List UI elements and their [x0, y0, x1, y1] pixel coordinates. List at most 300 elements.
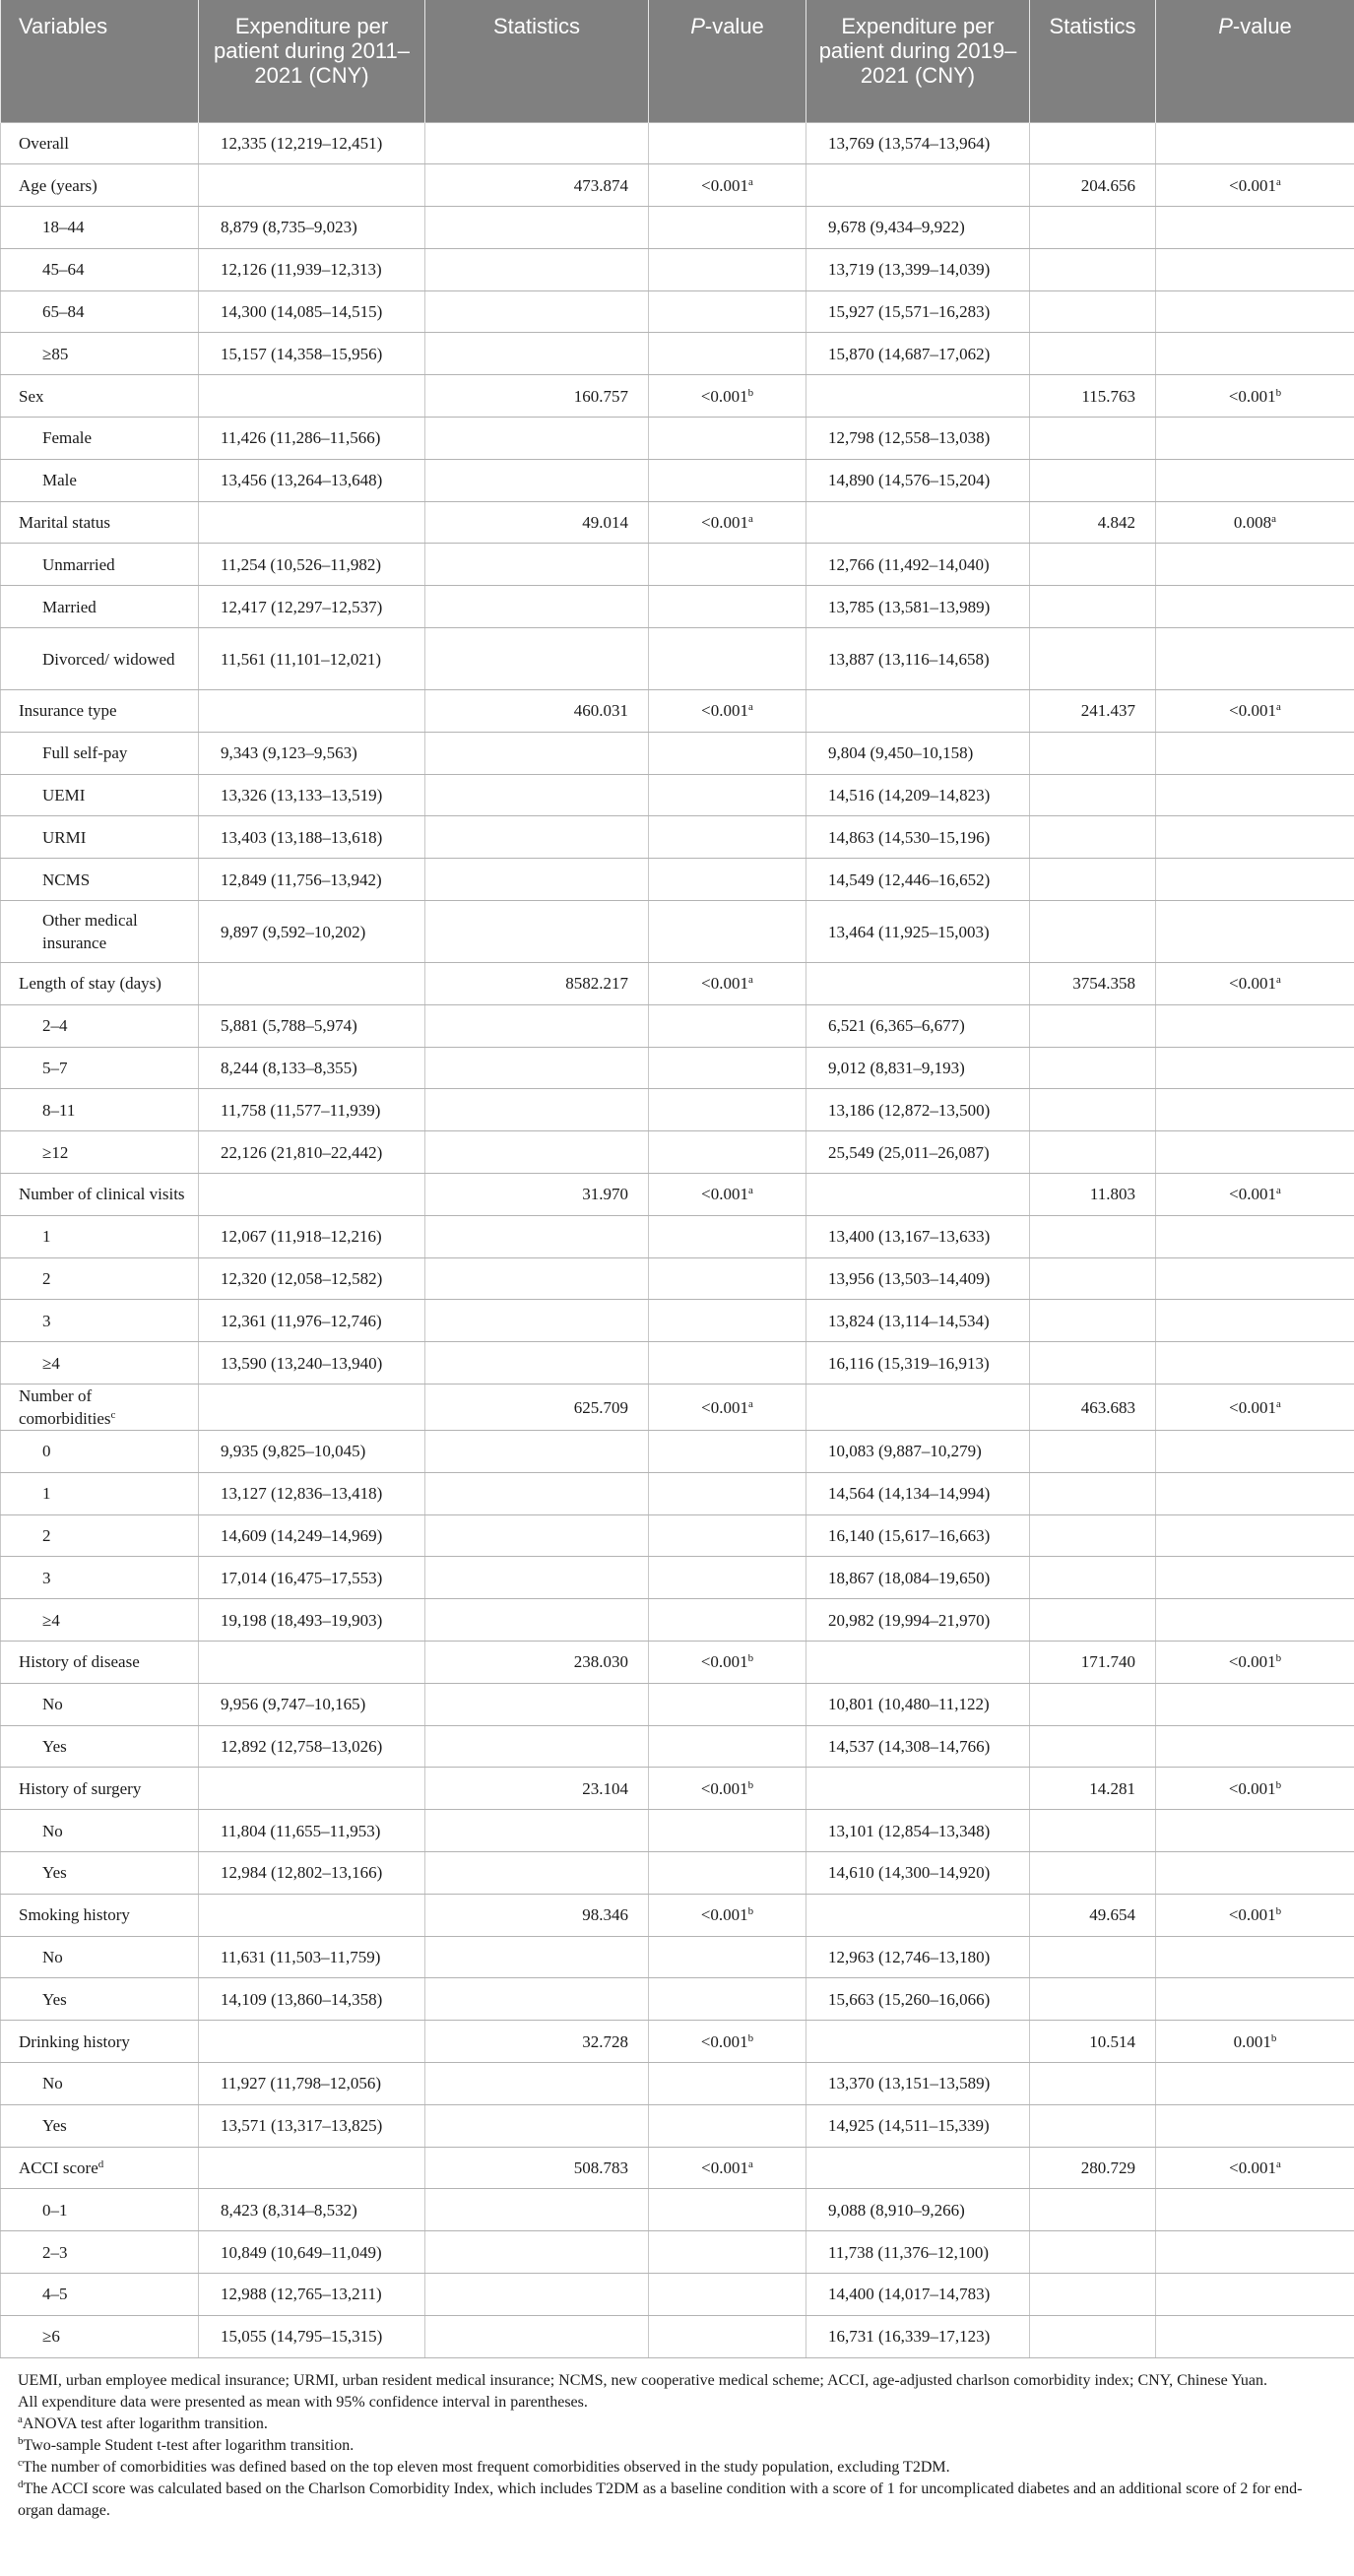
cell-statistics-2 — [1030, 2189, 1156, 2231]
table-row-subcategory — [1, 1851, 1354, 1894]
cell-pvalue-1 — [649, 459, 806, 501]
cell-statistics-1-text: 31.970 — [582, 1185, 628, 1204]
cell-pvalue-2 — [1156, 164, 1354, 207]
table-row-variable — [1, 122, 1354, 164]
cell-pvalue-1 — [649, 122, 806, 164]
cell-expenditure-2019-2021 — [806, 2021, 1030, 2063]
cell-pvalue-1-footnote-marker: a — [747, 974, 753, 987]
cell-statistics-1 — [425, 1257, 649, 1300]
cell-statistics-2 — [1030, 501, 1156, 544]
table-row-subcategory — [1, 1257, 1354, 1300]
cell-statistics-1 — [425, 501, 649, 544]
cell-statistics-2 — [1030, 1215, 1156, 1257]
cell-expenditure-2019-2021 — [806, 1131, 1030, 1174]
cell-pvalue-1-text: <0.001 — [700, 2031, 748, 2051]
table-row-subcategory — [1, 1599, 1354, 1642]
cell-expenditure-2019-2021 — [806, 2147, 1030, 2189]
cell-variable — [1, 690, 199, 733]
cell-pvalue-2-footnote-marker: b — [1275, 386, 1282, 399]
cell-expenditure-2019-2021-text: 13,400 (13,167–13,633) — [828, 1227, 991, 1247]
cell-pvalue-1 — [649, 1599, 806, 1642]
table-row-subcategory — [1, 2062, 1354, 2104]
cell-statistics-1 — [425, 290, 649, 333]
cell-pvalue-1 — [649, 1174, 806, 1216]
cell-expenditure-2011-2021 — [199, 2315, 425, 2357]
cell-statistics-2 — [1030, 1768, 1156, 1810]
cell-expenditure-2011-2021-text: 11,426 (11,286–11,566) — [221, 428, 381, 448]
cell-pvalue-2 — [1156, 1768, 1354, 1810]
footnote-marker: a — [18, 2413, 23, 2425]
cell-variable — [1, 1300, 199, 1342]
header-pvalue-rest: -value — [1232, 14, 1292, 38]
cell-expenditure-2019-2021 — [806, 2189, 1030, 2231]
cell-statistics-1 — [425, 1300, 649, 1342]
cell-statistics-2-text: 11.803 — [1089, 1185, 1135, 1204]
cell-expenditure-2011-2021-text: 12,892 (12,758–13,026) — [221, 1736, 383, 1756]
cell-variable — [1, 816, 199, 859]
cell-expenditure-2019-2021 — [806, 690, 1030, 733]
cell-statistics-2 — [1030, 207, 1156, 249]
cell-expenditure-2011-2021-text: 11,758 (11,577–11,939) — [221, 1100, 381, 1120]
cell-statistics-2 — [1030, 1851, 1156, 1894]
cell-variable-text: No — [42, 1947, 63, 1966]
cell-variable — [1, 164, 199, 207]
cell-variable-text: ≥4 — [42, 1610, 60, 1630]
table-row-subcategory — [1, 774, 1354, 816]
cell-expenditure-2019-2021-text: 13,956 (13,503–14,409) — [828, 1269, 991, 1289]
cell-pvalue-1 — [649, 690, 806, 733]
cell-variable — [1, 628, 199, 690]
cell-variable — [1, 1725, 199, 1768]
table-row-subcategory — [1, 1810, 1354, 1852]
cell-pvalue-2-text: <0.001 — [1229, 974, 1276, 994]
cell-expenditure-2011-2021 — [199, 2147, 425, 2189]
cell-variable — [1, 501, 199, 544]
cell-statistics-1 — [425, 1599, 649, 1642]
cell-pvalue-2 — [1156, 901, 1354, 963]
cell-expenditure-2019-2021-text: 10,083 (9,887–10,279) — [828, 1442, 982, 1461]
table-row-variable — [1, 1642, 1354, 1684]
cell-statistics-1-text: 8582.217 — [565, 974, 628, 994]
cell-statistics-1 — [425, 2104, 649, 2147]
table-row-subcategory — [1, 1300, 1354, 1342]
cell-variable-text: No — [42, 2074, 63, 2093]
cell-expenditure-2019-2021 — [806, 1215, 1030, 1257]
cell-pvalue-1 — [649, 1257, 806, 1300]
table-row-subcategory — [1, 2315, 1354, 2357]
cell-statistics-1 — [425, 1936, 649, 1978]
cell-pvalue-1 — [649, 1514, 806, 1557]
cell-expenditure-2011-2021 — [199, 1768, 425, 1810]
cell-pvalue-2 — [1156, 1257, 1354, 1300]
cell-pvalue-2-text: <0.001 — [1229, 701, 1276, 721]
cell-pvalue-2 — [1156, 1894, 1354, 1936]
cell-pvalue-2 — [1156, 586, 1354, 628]
cell-pvalue-2-footnote-marker: a — [1275, 175, 1281, 188]
cell-expenditure-2019-2021 — [806, 248, 1030, 290]
cell-pvalue-1 — [649, 2189, 806, 2231]
cell-expenditure-2011-2021 — [199, 1089, 425, 1131]
cell-pvalue-1 — [649, 1936, 806, 1978]
cell-expenditure-2019-2021 — [806, 1978, 1030, 2021]
cell-statistics-2 — [1030, 816, 1156, 859]
cell-variable-text: 3 — [42, 1568, 51, 1587]
footnote-marker: d — [18, 2478, 24, 2490]
cell-expenditure-2011-2021-text: 9,897 (9,592–10,202) — [221, 922, 366, 941]
cell-statistics-1-text: 32.728 — [582, 2031, 628, 2051]
cell-statistics-1 — [425, 544, 649, 586]
cell-expenditure-2019-2021-text: 14,890 (14,576–15,204) — [828, 471, 991, 490]
header-pvalue-2 — [1156, 0, 1354, 122]
cell-pvalue-1 — [649, 1004, 806, 1047]
cell-variable — [1, 1894, 199, 1936]
cell-expenditure-2011-2021-text: 8,879 (8,735–9,023) — [221, 218, 357, 237]
cell-expenditure-2019-2021-text: 25,549 (25,011–26,087) — [828, 1142, 990, 1162]
cell-variable — [1, 459, 199, 501]
cell-statistics-1 — [425, 1342, 649, 1385]
cell-statistics-2-text: 204.656 — [1080, 175, 1135, 195]
cell-expenditure-2019-2021 — [806, 1557, 1030, 1599]
cell-pvalue-1 — [649, 1851, 806, 1894]
cell-statistics-2 — [1030, 2273, 1156, 2315]
cell-expenditure-2011-2021-text: 11,804 (11,655–11,953) — [221, 1821, 381, 1840]
table-row-variable — [1, 164, 1354, 207]
cell-expenditure-2019-2021-text: 6,521 (6,365–6,677) — [828, 1016, 965, 1036]
cell-statistics-1 — [425, 816, 649, 859]
cell-expenditure-2019-2021 — [806, 2062, 1030, 2104]
cell-statistics-1 — [425, 164, 649, 207]
cell-variable — [1, 1174, 199, 1216]
cell-pvalue-2 — [1156, 375, 1354, 418]
cell-pvalue-1 — [649, 164, 806, 207]
cell-expenditure-2011-2021 — [199, 1431, 425, 1473]
cell-variable-text: Other medical insurance — [42, 911, 138, 953]
cell-expenditure-2011-2021-text: 13,456 (13,264–13,648) — [221, 471, 383, 490]
cell-statistics-2-text: 49.654 — [1089, 1905, 1135, 1925]
cell-variable-text: 3 — [42, 1311, 51, 1330]
cell-expenditure-2019-2021 — [806, 901, 1030, 963]
cell-expenditure-2019-2021-text: 15,663 (15,260–16,066) — [828, 1989, 991, 2009]
cell-variable-text: ≥12 — [42, 1142, 69, 1162]
cell-statistics-1 — [425, 459, 649, 501]
footnote-text: The ACCI score was calculated based on the Charlson Comorbidity Index, which includes T2DM as a baseline condition with a score of 1 for uncomplicated diabetes and an additional score of 2 for end-organ damage. — [18, 2479, 1303, 2519]
cell-expenditure-2011-2021-text: 12,984 (12,802–13,166) — [221, 1863, 383, 1883]
cell-pvalue-1-text: <0.001 — [701, 1397, 748, 1417]
cell-statistics-1-text: 238.030 — [573, 1652, 628, 1672]
cell-variable — [1, 290, 199, 333]
cell-expenditure-2019-2021 — [806, 1599, 1030, 1642]
cell-pvalue-1-footnote-marker: b — [747, 1905, 754, 1918]
cell-variable-text: 1 — [42, 1484, 51, 1504]
cell-expenditure-2019-2021-text: 14,564 (14,134–14,994) — [828, 1484, 991, 1504]
cell-expenditure-2011-2021 — [199, 459, 425, 501]
cell-expenditure-2019-2021 — [806, 1851, 1030, 1894]
cell-statistics-1 — [425, 1557, 649, 1599]
cell-pvalue-1 — [649, 501, 806, 544]
cell-variable — [1, 375, 199, 418]
cell-variable — [1, 2104, 199, 2147]
cell-expenditure-2019-2021 — [806, 1300, 1030, 1342]
cell-statistics-1 — [425, 1385, 649, 1431]
header-pvalue-rest: -value — [704, 14, 764, 38]
cell-statistics-1 — [425, 901, 649, 963]
cell-statistics-1 — [425, 418, 649, 460]
cell-expenditure-2019-2021-text: 16,140 (15,617–16,663) — [828, 1526, 991, 1545]
cell-statistics-1-text: 473.874 — [573, 175, 628, 195]
cell-variable-text: No — [42, 1821, 63, 1840]
cell-statistics-1 — [425, 1131, 649, 1174]
cell-pvalue-1-footnote-marker: b — [747, 386, 754, 399]
cell-pvalue-1-text: <0.001 — [701, 1185, 748, 1204]
cell-variable-text: ≥6 — [42, 2327, 60, 2347]
cell-pvalue-2 — [1156, 1131, 1354, 1174]
cell-expenditure-2011-2021 — [199, 290, 425, 333]
cell-expenditure-2011-2021 — [199, 1215, 425, 1257]
cell-expenditure-2019-2021 — [806, 774, 1030, 816]
cell-statistics-2 — [1030, 628, 1156, 690]
cell-pvalue-2 — [1156, 1342, 1354, 1385]
cell-expenditure-2019-2021-text: 14,610 (14,300–14,920) — [828, 1863, 991, 1883]
cell-expenditure-2011-2021-text: 13,326 (13,133–13,519) — [221, 786, 383, 805]
cell-statistics-1-text: 508.783 — [573, 2157, 628, 2177]
cell-pvalue-2 — [1156, 290, 1354, 333]
cell-statistics-1 — [425, 248, 649, 290]
cell-variable — [1, 2189, 199, 2231]
cell-expenditure-2019-2021 — [806, 2104, 1030, 2147]
cell-statistics-2 — [1030, 1514, 1156, 1557]
cell-variable — [1, 2273, 199, 2315]
cell-statistics-1-text: 160.757 — [573, 386, 628, 406]
cell-expenditure-2011-2021 — [199, 2062, 425, 2104]
cell-statistics-2 — [1030, 333, 1156, 375]
cell-variable-text: 5–7 — [42, 1059, 68, 1078]
cell-variable-text: History of disease — [19, 1652, 140, 1672]
table-row-subcategory — [1, 1047, 1354, 1089]
cell-statistics-1 — [425, 1472, 649, 1514]
cell-expenditure-2011-2021-text: 12,988 (12,765–13,211) — [221, 2285, 382, 2304]
cell-pvalue-2 — [1156, 628, 1354, 690]
cell-pvalue-2-text: <0.001 — [1228, 1778, 1276, 1798]
cell-expenditure-2011-2021 — [199, 2104, 425, 2147]
cell-pvalue-2-text: <0.001 — [1229, 2157, 1276, 2177]
cell-expenditure-2011-2021-text: 15,157 (14,358–15,956) — [221, 344, 383, 363]
cell-pvalue-1 — [649, 248, 806, 290]
cell-statistics-2 — [1030, 963, 1156, 1005]
cell-expenditure-2019-2021 — [806, 1683, 1030, 1725]
cell-pvalue-1 — [649, 901, 806, 963]
header-statistics-2: Statistics — [1030, 0, 1156, 122]
cell-statistics-1 — [425, 2315, 649, 2357]
cell-pvalue-2 — [1156, 732, 1354, 774]
cell-pvalue-2-footnote-marker: b — [1270, 2031, 1277, 2044]
cell-statistics-2 — [1030, 1725, 1156, 1768]
cell-variable — [1, 1215, 199, 1257]
cell-statistics-2-text: 280.729 — [1080, 2157, 1135, 2177]
cell-expenditure-2011-2021-text: 22,126 (21,810–22,442) — [221, 1142, 383, 1162]
cell-pvalue-1 — [649, 2231, 806, 2274]
cell-statistics-2 — [1030, 1300, 1156, 1342]
cell-expenditure-2019-2021 — [806, 207, 1030, 249]
cell-pvalue-2 — [1156, 1514, 1354, 1557]
cell-pvalue-1-text: <0.001 — [700, 1778, 748, 1798]
cell-variable-text: 2–4 — [42, 1016, 68, 1036]
cell-statistics-1 — [425, 2273, 649, 2315]
cell-statistics-2 — [1030, 1131, 1156, 1174]
cell-expenditure-2019-2021 — [806, 1342, 1030, 1385]
cell-pvalue-1 — [649, 207, 806, 249]
cell-expenditure-2011-2021-text: 12,320 (12,058–12,582) — [221, 1269, 383, 1289]
cell-statistics-2 — [1030, 1257, 1156, 1300]
cell-pvalue-1 — [649, 333, 806, 375]
cell-expenditure-2019-2021 — [806, 2231, 1030, 2274]
cell-expenditure-2011-2021 — [199, 816, 425, 859]
cell-expenditure-2019-2021-text: 10,801 (10,480–11,122) — [828, 1695, 990, 1714]
cell-pvalue-1-footnote-marker: a — [747, 1397, 753, 1410]
cell-expenditure-2019-2021-text: 14,549 (12,446–16,652) — [828, 869, 991, 889]
cell-pvalue-2-footnote-marker: b — [1275, 1778, 1282, 1791]
cell-pvalue-1 — [649, 1131, 806, 1174]
cell-variable-text: Length of stay (days) — [19, 974, 161, 994]
table-row-subcategory — [1, 859, 1354, 901]
table-row-subcategory — [1, 1557, 1354, 1599]
cell-variable-text: 0 — [42, 1442, 51, 1461]
cell-pvalue-2 — [1156, 1300, 1354, 1342]
cell-statistics-1 — [425, 1642, 649, 1684]
table-row-variable — [1, 690, 1354, 733]
cell-pvalue-2-text: 0.001 — [1233, 2031, 1271, 2051]
cell-variable — [1, 901, 199, 963]
cell-statistics-2 — [1030, 164, 1156, 207]
table-row-subcategory — [1, 1978, 1354, 2021]
cell-pvalue-1 — [649, 1978, 806, 2021]
cell-variable — [1, 1851, 199, 1894]
cell-expenditure-2019-2021-text: 13,719 (13,399–14,039) — [828, 260, 991, 280]
cell-variable-text: URMI — [42, 827, 87, 847]
cell-variable — [1, 774, 199, 816]
header-pvalue-italic: P — [1218, 14, 1233, 38]
cell-statistics-2-text: 14.281 — [1089, 1778, 1135, 1798]
footnote-text: UEMI, urban employee medical insurance; URMI, urban resident medical insurance; NCMS, new cooperative medical scheme; ACCI, age-adjusted charlson comorbidity index; CNY, Chinese Yuan. — [18, 2371, 1267, 2389]
table-row-variable — [1, 375, 1354, 418]
cell-expenditure-2011-2021-text: 12,126 (11,939–12,313) — [221, 260, 382, 280]
cell-pvalue-1-text: <0.001 — [701, 701, 748, 721]
cell-statistics-2 — [1030, 2104, 1156, 2147]
cell-variable-text: Unmarried — [42, 554, 115, 574]
table-row-subcategory — [1, 333, 1354, 375]
cell-expenditure-2019-2021-text: 9,012 (8,831–9,193) — [828, 1059, 965, 1078]
cell-statistics-1 — [425, 1047, 649, 1089]
cell-expenditure-2019-2021-text: 14,537 (14,308–14,766) — [828, 1736, 991, 1756]
cell-variable-text: 65–84 — [42, 302, 85, 322]
cell-statistics-1 — [425, 586, 649, 628]
table-row-subcategory — [1, 544, 1354, 586]
cell-pvalue-1 — [649, 1472, 806, 1514]
cell-expenditure-2019-2021-text: 12,798 (12,558–13,038) — [828, 428, 991, 448]
cell-expenditure-2011-2021-text: 14,300 (14,085–14,515) — [221, 302, 383, 322]
cell-statistics-2 — [1030, 1342, 1156, 1385]
cell-variable — [1, 1683, 199, 1725]
cell-pvalue-2 — [1156, 2062, 1354, 2104]
cell-pvalue-2 — [1156, 248, 1354, 290]
cell-variable — [1, 333, 199, 375]
cell-statistics-2 — [1030, 122, 1156, 164]
cell-statistics-1 — [425, 732, 649, 774]
footnote — [18, 2457, 1336, 2479]
cell-statistics-1-text: 625.709 — [573, 1397, 628, 1417]
cell-expenditure-2011-2021-text: 14,109 (13,860–14,358) — [221, 1989, 383, 2009]
cell-expenditure-2011-2021 — [199, 1004, 425, 1047]
cell-pvalue-1 — [649, 1385, 806, 1431]
cell-pvalue-2-text: <0.001 — [1229, 1397, 1276, 1417]
cell-expenditure-2019-2021 — [806, 628, 1030, 690]
cell-statistics-1 — [425, 2189, 649, 2231]
cell-pvalue-2-footnote-marker: a — [1275, 1397, 1281, 1410]
table-row-subcategory — [1, 1431, 1354, 1473]
cell-pvalue-2 — [1156, 2189, 1354, 2231]
cell-statistics-1-text: 98.346 — [582, 1905, 628, 1925]
cell-expenditure-2019-2021 — [806, 859, 1030, 901]
cell-variable-text: Marital status — [19, 513, 111, 533]
cell-expenditure-2011-2021-text: 12,417 (12,297–12,537) — [221, 597, 383, 616]
table-row-subcategory — [1, 628, 1354, 690]
cell-variable — [1, 1472, 199, 1514]
cell-variable — [1, 732, 199, 774]
header-expenditure-2011-2021: Expenditure per patient during 2011–2021 (CNY) — [199, 0, 425, 122]
header-expenditure-2019-2021: Expenditure per patient during 2019–2021 (CNY) — [806, 0, 1030, 122]
cell-pvalue-1 — [649, 290, 806, 333]
cell-statistics-1 — [425, 1894, 649, 1936]
table-row-variable — [1, 501, 1354, 544]
cell-expenditure-2019-2021-text: 13,785 (13,581–13,989) — [828, 597, 991, 616]
footnote-text: ANOVA test after logarithm transition. — [22, 2415, 268, 2432]
cell-expenditure-2011-2021 — [199, 732, 425, 774]
cell-pvalue-2 — [1156, 1174, 1354, 1216]
cell-statistics-1 — [425, 333, 649, 375]
cell-pvalue-2 — [1156, 859, 1354, 901]
table-row-subcategory — [1, 1342, 1354, 1385]
table-row-subcategory — [1, 1725, 1354, 1768]
cell-expenditure-2019-2021-text: 13,464 (11,925–15,003) — [828, 922, 990, 941]
cell-statistics-1 — [425, 628, 649, 690]
cell-pvalue-2-footnote-marker: a — [1275, 2157, 1281, 2170]
cell-expenditure-2011-2021-text: 8,423 (8,314–8,532) — [221, 2200, 357, 2220]
table-body — [1, 122, 1354, 2357]
cell-statistics-2 — [1030, 1642, 1156, 1684]
cell-expenditure-2011-2021 — [199, 1642, 425, 1684]
cell-statistics-1 — [425, 1215, 649, 1257]
table-row-subcategory — [1, 901, 1354, 963]
cell-pvalue-2-footnote-marker: a — [1275, 1185, 1281, 1197]
cell-statistics-2 — [1030, 2021, 1156, 2063]
cell-statistics-1 — [425, 1514, 649, 1557]
cell-expenditure-2019-2021-text: 14,925 (14,511–15,339) — [828, 2116, 990, 2136]
cell-expenditure-2011-2021 — [199, 1978, 425, 2021]
cell-variable — [1, 1385, 199, 1431]
cell-pvalue-2-footnote-marker: a — [1275, 701, 1281, 714]
cell-pvalue-1-footnote-marker: b — [747, 2031, 754, 2044]
cell-expenditure-2011-2021 — [199, 1385, 425, 1431]
cell-variable — [1, 1642, 199, 1684]
cell-statistics-2 — [1030, 290, 1156, 333]
cell-pvalue-2 — [1156, 1683, 1354, 1725]
cell-pvalue-1 — [649, 1342, 806, 1385]
cell-expenditure-2019-2021-text: 14,400 (14,017–14,783) — [828, 2285, 991, 2304]
cell-expenditure-2019-2021 — [806, 164, 1030, 207]
cell-pvalue-1 — [649, 1089, 806, 1131]
cell-expenditure-2011-2021 — [199, 1810, 425, 1852]
cell-pvalue-2 — [1156, 2273, 1354, 2315]
cell-pvalue-2 — [1156, 1936, 1354, 1978]
